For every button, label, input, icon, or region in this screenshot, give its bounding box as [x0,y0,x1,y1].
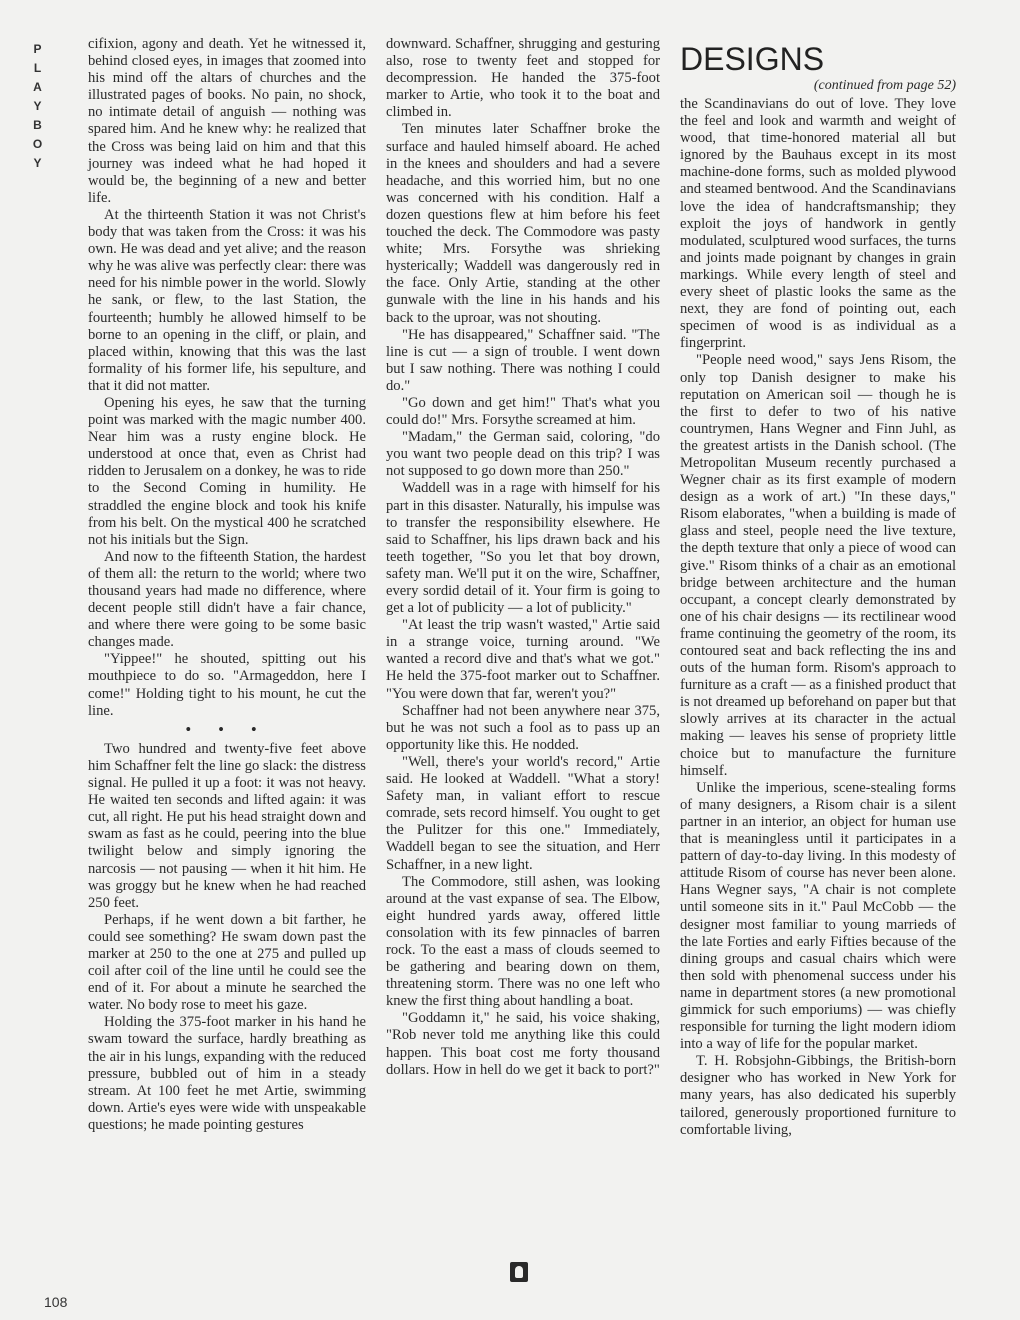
bunny-logo-icon [510,1262,528,1282]
paragraph: Two hundred and twenty-five feet above him Schaffner felt the line go slack: the distress signal. He pulled it up a foot: it was not heavy. He waited ten seconds and lifted again: it was cut, all right. He put his head straight down and swam as fast as he could, peering into the blue twilight below and simply ignoring the narcosis — not pausing — when it hit him. He was groggy but he knew when he had reached 250 feet. [88,740,366,911]
continued-note: (continued from page 52) [813,78,956,93]
side-title-letter: A [33,80,43,94]
paragraph: Holding the 375-foot marker in his hand he swam toward the surface, hardly breathing as the air in his lungs, expanding with the reduced pressure, bubbled out of him in a steady stream. At 100 feet he met Artie, swimming down. Artie's eyes were wide with unspeakable questions; he made pointing gestures [88,1014,366,1133]
paragraph: Opening his eyes, he saw that the turning point was marked with the magic number 400. Near him was a rusty engine block. He understood at once that, even as Christ had ridden to Jerusalem on a donkey, he was to ride to the Second Coming in humility. He straddled the engine block and took his knife from his belt. On the mystical 400 he scratched not his initials but the Sign. [88,394,366,548]
side-title-letter: Y [33,99,43,113]
paragraph: At the thirteenth Station it was not Christ's body that was taken from the Cross: it was his own. He was dead and yet alive; and the reason why he was alive was perfectly clear: there was need for his nimble power in the world. Slowly he sank, or flew, to the last Station, the fourteenth; humbly he allowed himself to be borne to an opening in the cliff, or plain, and placed within, knowing that this was the last formality of his former life, his sepulture, and that it did not matter. [88,206,366,394]
paragraph: "Yippee!" he shouted, spitting out his mouthpiece to do so. "Armageddon, here I come!" Holding tight to his mount, he cut the line. [88,651,366,719]
paragraph: "At least the trip wasn't wasted," Artie said in a strange voice, turning around. "We wanted a record dive and that's what we got." He held the 375-foot marker out to Schaffner. "You were down that far, weren't you?" [386,617,660,702]
side-title-letter: P [33,42,43,56]
paragraph: "Go down and get him!" That's what you could do!" Mrs. Forsythe screamed at him. [386,394,660,429]
section-heading: DESIGNS [680,41,825,77]
paragraph: Schaffner had not been anywhere near 375, but he was not such a fool as to pass up an opportunity like this. He nodded. [386,702,660,753]
paragraph: The Commodore, still ashen, was looking around at the vast expanse of sea. The Elbow, eight hundred yards away, offered little consolation with its few pinnacles of barren rock. To the east a mass of clouds seemed to be gathering and bearing down on them, threatening storm. There was no one left who knew the first thing about handling a boat. [386,873,660,1010]
paragraph: T. H. Robsjohn-Gibbings, the British-born designer who has worked in New York for many years, has also dedicated his superbly tailored, generously proportioned furniture to comfortable living, [680,1053,956,1138]
side-title-letter: L [33,61,43,75]
paragraph: "People need wood," says Jens Risom, the only top Danish designer to make his reputation on American soil — though he is the first to defer to two of his native countrymen, Hans Wegner and Finn Juhl, as the greatest artists in the Danish school. (The Metropolitan Museum recently purchased a Wegner chair as its first example of modern design as a work of art.) "In these days," Risom elaborates, "when a building is made of glass and steel, people need the live texture, the depth texture that only a piece of wood can give." Risom thinks of a chair as an emotional bridge between architecture and the human occupant, a concept clearly demonstrated by one of his chair designs — its rectilinear wood frame continuing the geometry of the room, its contoured seat and back reflecting the ins and outs of the human form. Risom's approach to furniture as a craft — as a finished product that is not dreamed up beforehand on paper but that slowly arrives at its character in the actual making — leaves his sense of propriety little choice but to manufacture the furniture himself. [680,352,956,779]
paragraph: Ten minutes later Schaffner broke the surface and hauled himself aboard. He ached in the knees and shoulders and had a severe headache, and this worried him, but no one was concerned with his condition. Half a dozen questions flew at him before his feet touched the deck. The Commodore was pasty white; Mrs. Forsythe was shrieking hysterically; Waddell was dangerously red in the face. Only Artie, standing at the other gunwale with the line in his hands and his back to the uproar, was not shouting. [386,121,660,326]
page-number: 108 [44,1294,68,1310]
magazine-side-title [28,40,48,173]
side-title-letter: B [33,118,43,132]
paragraph: "Madam," the German said, coloring, "do you want two people dead on this trip? I was not supposed to go down more than 250." [386,429,660,480]
side-title-letter: O [32,137,44,151]
paragraph: "Well, there's your world's record," Artie said. He looked at Waddell. "What a story! Safety man, in valiant effort to rescue comrade, sets record himself. You ought to get the Pulitzer for this one." Immediately, Waddell began to see the situation, and Herr Schaffner, in a new light. [386,753,660,873]
paragraph: Unlike the imperious, scene-stealing forms of many designers, a Risom chair is a silent partner in an interior, an object for human use that is meaningless until it participates in a pattern of day-to-day living. In this modesty of attitude Risom of course has never been alone. Hans Wegner says, "A chair is not complete until someone sits in it." Paul McCobb — the designer most familiar to young marrieds of the late Forties and early Fifties because of the dining groups and casual chairs which were then sold with phenomenal success under his name in department stores (a new promotional gimmick for such emporiums) — was chiefly responsible for turning the light modern idiom into a way of life for the popular market. [680,779,956,1053]
paragraph: "He has disappeared," Schaffner said. "The line is cut — a sign of trouble. I went down but I saw nothing. There was nothing I could do." [386,326,660,394]
paragraph: Waddell was in a rage with himself for his part in this disaster. Naturally, his impulse was to transfer the responsibility elsewhere. He said to Schaffner, his lips drawn back and his teeth together, "So you let that boy drown, safety man. We'll put it on the wire, Schaffner, every sordid detail of it. Your firm is going to get a lot of publicity — a lot of publicity." [386,480,660,617]
section-break: • • • [185,721,269,738]
designs-column [680,42,956,1139]
paragraph: Perhaps, if he went down a bit farther, he could see something? He swam down past the marker at 250 to the one at 275 and pulled up coil after coil of the line until he could see the end of it. For about a minute he searched the water. No body rose to meet his gaze. [88,911,366,1014]
paragraph: "Goddamn it," he said, his voice shaking, "Rob never told me anything like this could happen. This boat cost me forty thousand dollars. How in hell do we get it back to port?" [386,1010,660,1078]
side-title-letter: Y [33,156,43,170]
paragraph: downward. Schaffner, shrugging and gesturing also, rose to twenty feet and stopped for decompression. He handed the 375-foot marker to Artie, who took it to the boat and climbed in. [386,36,660,121]
paragraph: the Scandinavians do out of love. They love the feel and look and warmth and weight of wood, that time-honored material all but ignored by the Bauhaus except in its most machine-done forms, such as molded plywood and steamed bentwood. And the Scandinavians love the idea of handcraftsmanship; they exploit the joys of handwork in gently modulated, sculptured wood surfaces, the turns and joints made poignant by changes in grain markings. While every length of steel and every sheet of plastic looks the same as the next, they are fond of pointing out, each specimen of wood is as individual as a fingerprint. [680,96,956,352]
paragraph: cifixion, agony and death. Yet he witnessed it, behind closed eyes, in images that zoomed into his mind off the altars of churches and the illustrated pages of books. No pain, no shock, no intimate detail of anguish — nothing was spared him. And he knew why: he realized that the Cross was being laid on him and that this journey was indeed what he had hoped it would be, the beginning of a new and better life. [88,36,366,206]
paragraph: And now to the fifteenth Station, the hardest of them all: the return to the world; where two thousand years had made no difference, where decent people still didn't have a fair chance, and where there were going to be some basic changes made. [88,548,366,651]
article-column-2 [386,36,660,1079]
article-column-1 [88,36,366,1134]
